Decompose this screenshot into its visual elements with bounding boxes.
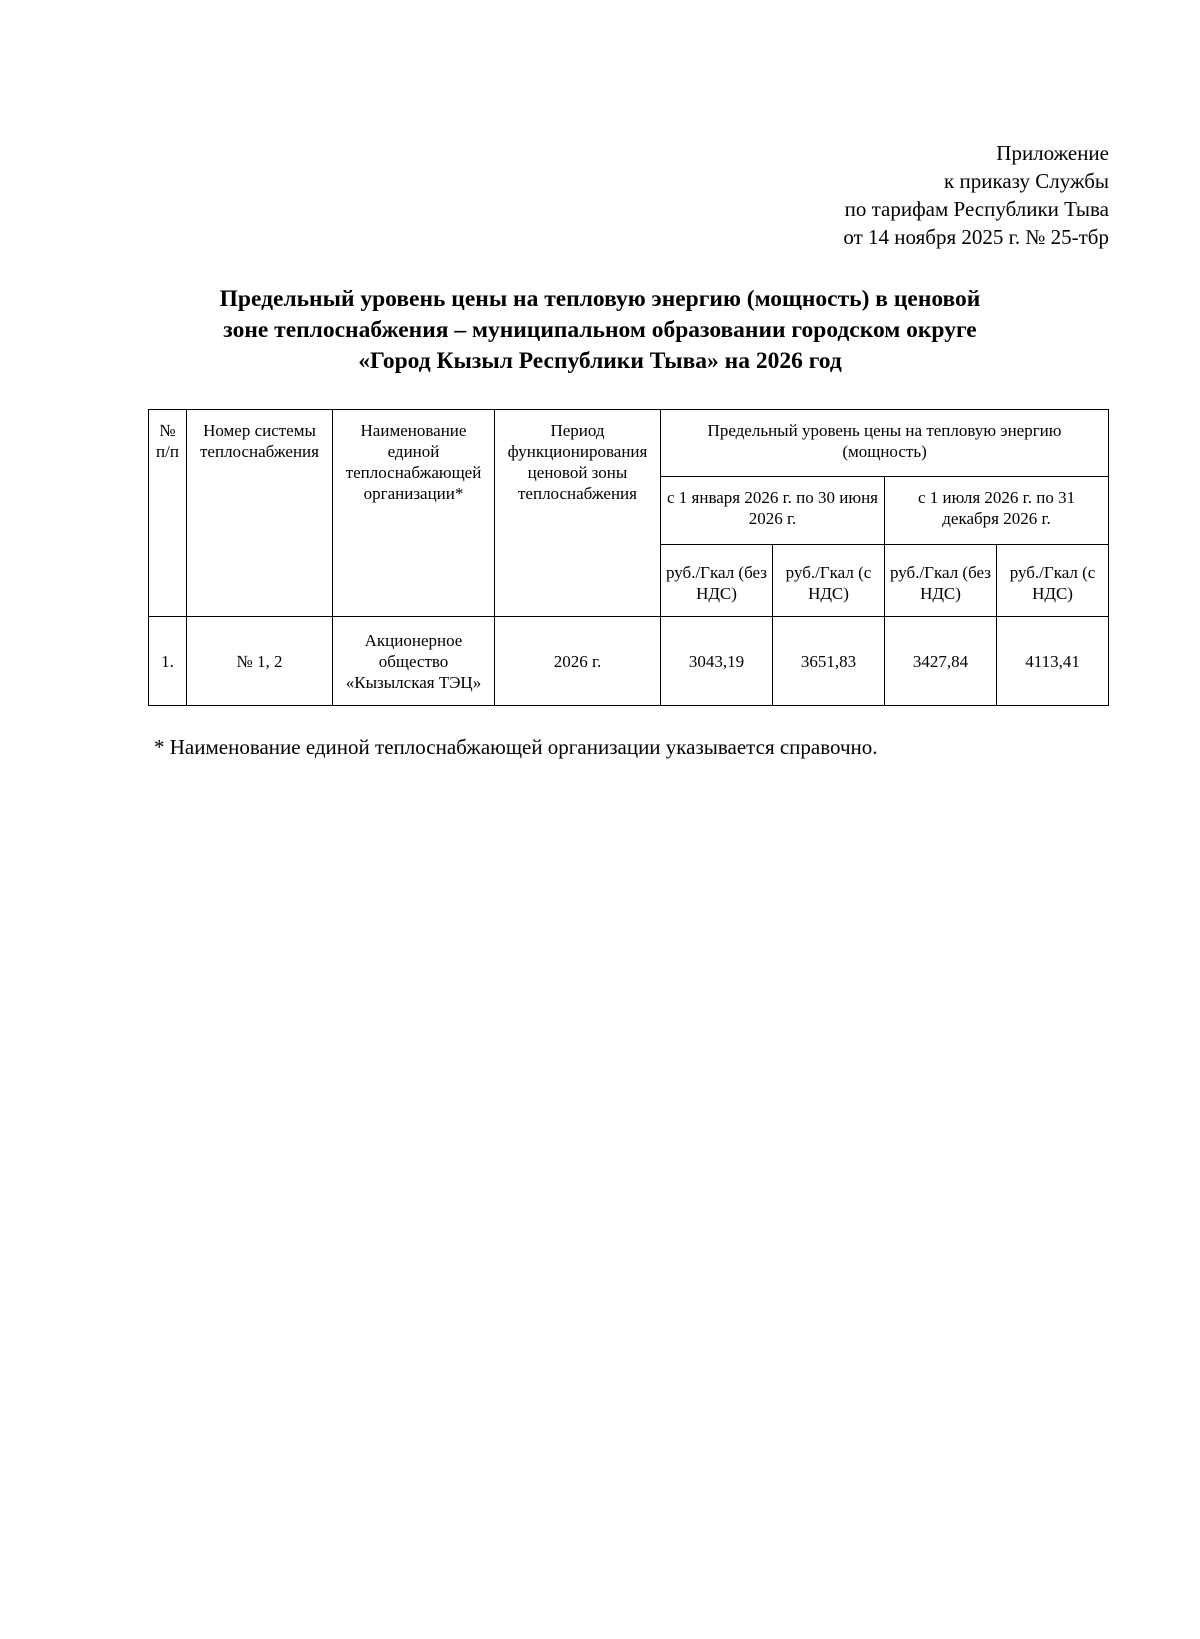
- title-line-3: «Город Кызыл Республики Тыва» на 2026 год: [358, 348, 842, 374]
- cell-period: 2026 г.: [495, 617, 661, 706]
- header-org: Наименование единой теплоснабжающей организации*: [333, 410, 495, 617]
- cell-h1-no-vat: 3043,19: [661, 617, 773, 706]
- appendix-header: [843, 139, 1109, 251]
- cell-h2-no-vat: 3427,84: [885, 617, 997, 706]
- header-h1-vat: руб./Гкал (с НДС): [773, 545, 885, 617]
- tariff-table: [148, 409, 1109, 706]
- header-half-2: с 1 июля 2026 г. по 31 декабря 2026 г.: [885, 477, 1109, 545]
- appendix-line-2: к приказу Службы: [944, 169, 1109, 193]
- header-h2-vat: руб./Гкал (с НДС): [997, 545, 1109, 617]
- title-line-2: зоне теплоснабжения – муниципальном образовании городском округе: [223, 317, 977, 343]
- header-period: Период функционирования ценовой зоны теплоснабжения: [495, 410, 661, 617]
- cell-org: Акционерное общество «Кызылская ТЭЦ»: [333, 617, 495, 706]
- title-line-1: Предельный уровень цены на тепловую энергию (мощность) в ценовой: [219, 286, 981, 312]
- footnote: * Наименование единой теплоснабжающей организации указывается справочно.: [154, 735, 878, 759]
- cell-system: № 1, 2: [187, 617, 333, 706]
- header-h1-no-vat: руб./Гкал (без НДС): [661, 545, 773, 617]
- header-system: Номер системы теплоснабжения: [187, 410, 333, 617]
- document-title: [150, 284, 1050, 377]
- header-half-1: с 1 января 2026 г. по 30 июня 2026 г.: [661, 477, 885, 545]
- cell-h1-vat: 3651,83: [773, 617, 885, 706]
- table-row: [149, 617, 1109, 706]
- appendix-line-4: от 14 ноября 2025 г. № 25-тбр: [843, 225, 1109, 249]
- header-num: № п/п: [149, 410, 187, 617]
- cell-h2-vat: 4113,41: [997, 617, 1109, 706]
- header-h2-no-vat: руб./Гкал (без НДС): [885, 545, 997, 617]
- cell-num: 1.: [149, 617, 187, 706]
- appendix-line-3: по тарифам Республики Тыва: [844, 197, 1109, 221]
- header-limit: Предельный уровень цены на тепловую энергию (мощность): [661, 410, 1109, 477]
- appendix-line-1: Приложение: [996, 141, 1109, 165]
